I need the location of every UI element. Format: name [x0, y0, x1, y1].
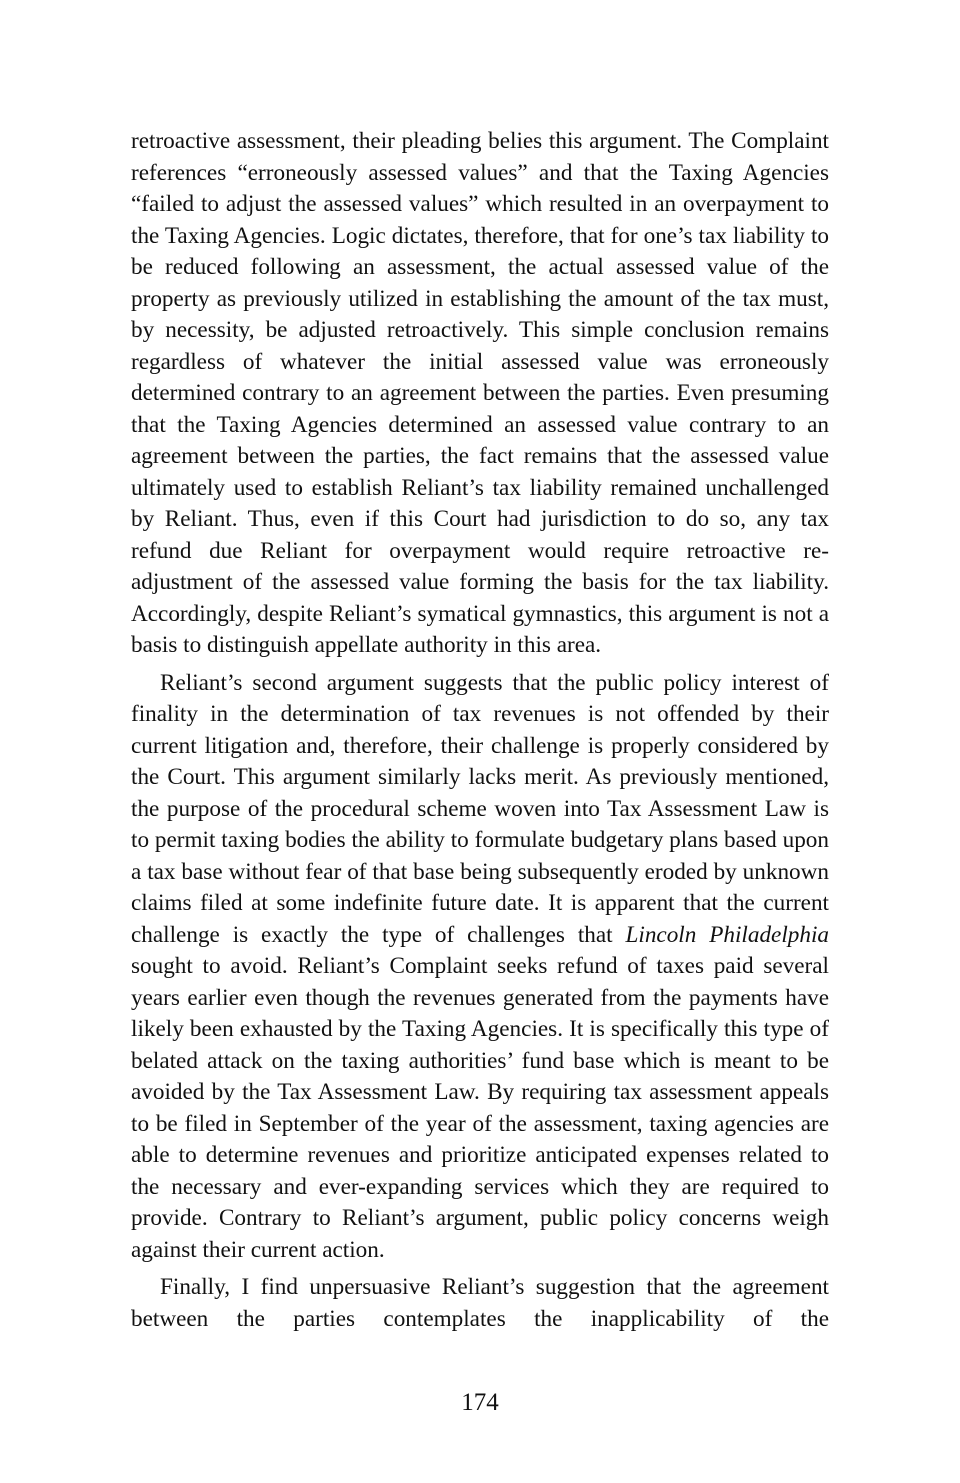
case-name-citation: Lincoln Philadelphia	[625, 921, 830, 948]
document-body	[131, 126, 829, 1335]
paragraph-2	[131, 668, 829, 1267]
paragraph-1: retroactive assessment, their pleading belies this argument. The Complaint references “erroneously assessed values” and that the Taxing Agencies “failed to adjust the assessed values” which resulted in an overpayment to the Taxing Agencies. Logic dictates, therefore, that for one’s tax liability to be reduced following an assessment, the actual assessed value of the property as previously utilized in establishing the amount of the tax must, by necessity, be adjusted retroactively. This simple conclusion remains regardless of whatever the initial assessed value was erroneously determined contrary to an agreement between the parties. Even presuming that the Taxing Agencies determined an assessed value contrary to an agreement between the parties, the fact remains that the assessed value ultimately used to establish Reliant’s tax liability remained unchallenged by Reliant. Thus, even if this Court had jurisdiction to do so, any tax refund due Reliant for overpayment would require retroactive re-adjustment of the assessed value forming the basis for the tax liability. Accordingly, despite Reliant’s symatical gymnastics, this argument is not a basis to distinguish appellate authority in this area.	[131, 128, 829, 658]
page-number: 174	[461, 1389, 499, 1416]
paragraph-3: Finally, I find unpersuasive Reliant’s suggestion that the agreement between the parties contemplates the inapplicability of the	[131, 1274, 829, 1332]
paragraph-2-text-before: Reliant’s second argument suggests that the public policy interest of finality in the determination of tax revenues is not offended by their current litigation and, therefore, their challenge is properly considered by the Court. This argument similarly lacks merit. As previously mentioned, the purpose of the procedural scheme woven into Tax Assessment Law is to permit taxing bodies the ability to formulate budgetary plans based upon a tax base without fear of that base being subsequently eroded by unknown claims filed at some indefinite future date. It is apparent that the current challenge is exactly the type of challenges that	[131, 669, 829, 948]
paragraph-2-text-after: sought to avoid. Reliant’s Complaint seeks refund of taxes paid several years earlier even though the revenues generated from the payments have likely been exhausted by the Taxing Agencies. It is specifically this type of belated attack on the taxing authorities’ fund base which is meant to be avoided by the Tax Assessment Law. By requiring tax assessment appeals to be filed in September of the year of the assessment, taxing agencies are able to determine revenues and prioritize anticipated expenses related to the necessary and ever-expanding services which they are required to provide. Contrary to Reliant’s argument, public policy concerns weigh against their current action.	[131, 953, 829, 1263]
